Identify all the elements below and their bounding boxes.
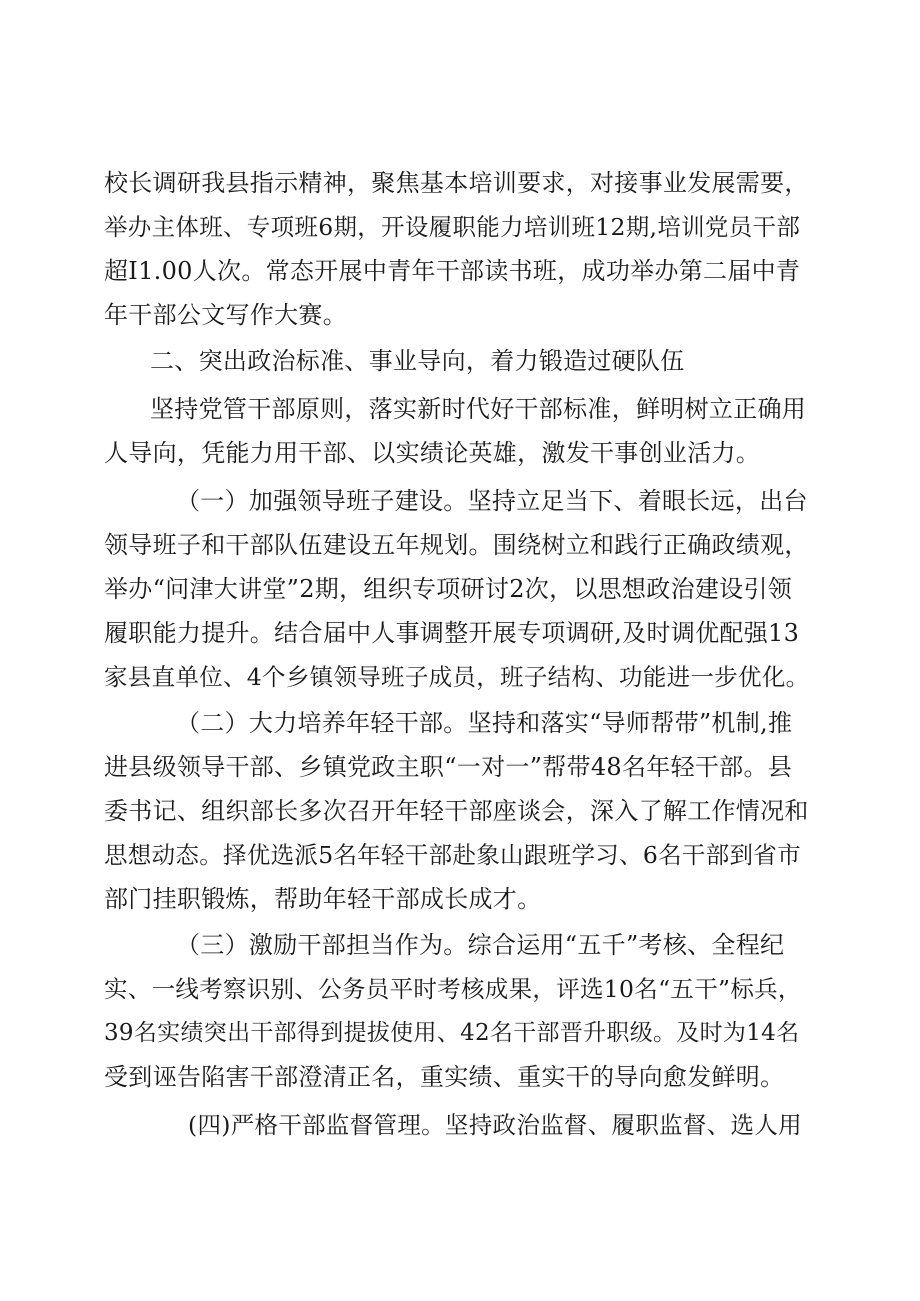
body-text-line: 委书记、组织部长多次召开年轻干部座谈会，深入了解工作情况和 [104, 797, 809, 825]
body-text-line: 超I1.00人次。常态开展中青年干部读书班，成功举办第二届中青 [104, 257, 801, 285]
subsection-paragraph-line: （三）激励干部担当作为。综合运用“五千”考核、全程纪 [176, 931, 785, 959]
subsection-paragraph-line: （一）加强领导班子建设。坚持立足当下、着眼长远，出台 [176, 487, 808, 515]
body-text-line: 家县直单位、4个乡镇领导班子成员，班子结构、功能进一步优化。 [104, 663, 810, 691]
subsection-paragraph-line: (四)严格干部监督管理。坚持政治监督、履职监督、选人用 [188, 1111, 802, 1139]
body-text-line: 履职能力提升。结合届中人事调整开展专项调研,及时调优配强13 [104, 619, 800, 647]
body-text-line: 实、一线考察识别、公务员平时考核成果，评选10名“五干”标兵， [104, 975, 802, 1003]
body-text-line: 进县级领导干部、乡镇党政主职“一对一”帮带48名年轻干部。县 [104, 753, 793, 781]
body-text-line: 举办“问津大讲堂”2期，组织专项研讨2次，以思想政治建设引领 [104, 575, 793, 603]
body-text-line: 39名实绩突出干部得到提拔使用、42名干部晋升职级。及时为14名 [104, 1020, 800, 1046]
body-text-line: 受到诬告陷害干部澄清正名，重实绩、重实干的导向愈发鲜明。 [104, 1063, 785, 1091]
body-text-line: 坚持党管干部原则，落实新时代好干部标准，鲜明树立正确用 [150, 395, 807, 423]
body-text-line: 年干部公文写作大赛。 [104, 301, 347, 329]
section-heading: 二、突出政治标准、事业导向，着力锻造过硬队伍 [150, 347, 685, 375]
body-text-line: 思想动态。择优选派5名年轻干部赴象山跟班学习、6名干部到省市 [104, 841, 801, 869]
body-text-line: 领导班子和干部队伍建设五年规划。围绕树立和践行正确政绩观， [104, 531, 809, 559]
body-text-line: 部门挂职锻炼，帮助年轻干部成长成才。 [104, 885, 542, 913]
body-text-line: 举办主体班、专项班6期，开设履职能力培训班12期,培训党员干部 [104, 213, 801, 241]
subsection-paragraph-line: （二）大力培养年轻干部。坚持和落实“导师帮带”机制,推 [176, 709, 793, 737]
body-text-line: 校长调研我县指示精神，聚焦基本培训要求，对接事业发展需要， [104, 169, 809, 197]
body-text-line: 人导向，凭能力用干部、以实绩论英雄，激发干事创业活力。 [104, 439, 761, 467]
